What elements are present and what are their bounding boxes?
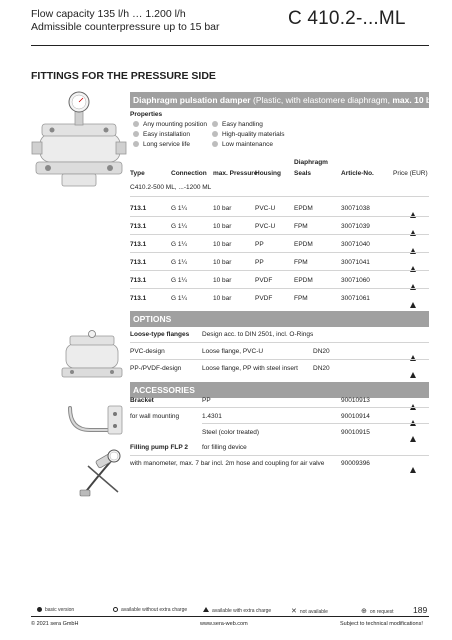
bracket-article: 90010914 (341, 413, 370, 420)
without-charge-icon (113, 607, 118, 612)
row-seals: FPM (294, 295, 308, 302)
row-type: 713.1 (130, 295, 147, 302)
header-line-2: Admissible counterpressure up to 15 bar (31, 21, 220, 33)
divider (130, 270, 429, 271)
row-housing: PVC-U (255, 223, 276, 230)
row-housing: PVDF (255, 277, 273, 284)
row-housing: PVDF (255, 295, 273, 302)
bracket-label: Bracket (130, 397, 154, 404)
with-charge-icon (410, 365, 416, 383)
options-header-bar (130, 311, 429, 327)
bullet-icon (212, 131, 218, 137)
divider (130, 234, 429, 235)
header-line-1: Flow capacity 135 l/h … 1.200 l/h (31, 8, 186, 20)
col-header-price: Price (EUR) (393, 170, 428, 177)
row-connection: G 1¼ (171, 295, 187, 302)
footer-website[interactable]: www.sera-web.com (200, 621, 248, 627)
on-request-icon: ⊕ (361, 608, 367, 615)
bracket-sub: for wall mounting (130, 413, 180, 420)
row-seals: EPDM (294, 205, 313, 212)
option-label: PVC-design (130, 348, 165, 355)
bracket-material: Steel (color treated) (202, 429, 260, 436)
pump-desc: for filling device (202, 444, 247, 451)
with-charge-icon (410, 277, 416, 295)
divider (130, 288, 429, 289)
col-header-article: Article-No. (341, 170, 374, 177)
col-header-seals-top: Diaphragm (294, 159, 328, 166)
row-type: 713.1 (130, 277, 147, 284)
pulsation-damper-image (32, 90, 126, 192)
pump-detail: with manometer, max. 7 bar incl. 2m hose and coupling for air valve (130, 460, 325, 467)
divider (130, 216, 429, 217)
row-article: 30071039 (341, 223, 370, 230)
with-charge-icon (410, 205, 416, 223)
with-charge-icon (410, 429, 416, 447)
row-article: 30071040 (341, 241, 370, 248)
option-din: DN20 (313, 365, 330, 372)
footer-subject: Subject to technical modifications! (340, 621, 423, 627)
row-type: 713.1 (130, 259, 147, 266)
legend-on-request: ⊕ on request (361, 608, 394, 615)
not-available-icon: ✕ (291, 608, 297, 615)
row-seals: EPDM (294, 277, 313, 284)
group-label: C410.2-500 ML, ...-1200 ML (130, 184, 212, 191)
with-charge-icon (410, 259, 416, 277)
row-housing: PP (255, 259, 264, 266)
row-seals: EPDM (294, 241, 313, 248)
options-title: OPTIONS (133, 314, 172, 324)
with-charge-icon (410, 348, 416, 366)
row-pressure: 10 bar (213, 259, 232, 266)
row-article: 30071061 (341, 295, 370, 302)
pump-article: 90009396 (341, 460, 370, 467)
with-charge-icon (410, 223, 416, 241)
loose-flanges-desc: Design acc. to DIN 2501, incl. O-Rings (202, 331, 314, 338)
damper-title: Diaphragm pulsation damper (133, 95, 251, 105)
bracket-article: 90010915 (341, 429, 370, 436)
basic-version-icon (37, 607, 42, 612)
divider (130, 252, 429, 253)
row-housing: PP (255, 241, 264, 248)
option-desc: Loose flange, PVC-U (202, 348, 264, 355)
header-rule (31, 45, 429, 46)
legend-with-charge: available with extra charge (203, 607, 271, 614)
col-header-pressure: max. Pressure (213, 170, 258, 177)
row-seals: FPM (294, 259, 308, 266)
filling-pump-image (78, 446, 126, 500)
property-item: Long service life (133, 141, 190, 148)
option-label: PP-/PVDF-design (130, 365, 182, 372)
row-pressure: 10 bar (213, 205, 232, 212)
damper-header-bar (130, 92, 442, 108)
bracket-material: 1.4301 (202, 413, 222, 420)
properties-label: Properties (130, 111, 163, 118)
row-pressure: 10 bar (213, 241, 232, 248)
property-item: Easy handling (212, 121, 263, 128)
bracket-article: 90010913 (341, 397, 370, 404)
accessories-header-bar (130, 382, 429, 398)
divider (202, 423, 429, 424)
bracket-material: PP (202, 397, 211, 404)
col-header-type: Type (130, 170, 145, 177)
damper-subtitle: (Plastic, with elastomere diaphragm, max. 10 bar) (252, 95, 442, 105)
col-header-connection: Connection (171, 170, 207, 177)
row-pressure: 10 bar (213, 223, 232, 230)
accessories-title: ACCESSORIES (133, 385, 195, 395)
row-connection: G 1¼ (171, 259, 187, 266)
property-item: Easy installation (133, 131, 190, 138)
footer-rule (31, 616, 429, 617)
bullet-icon (212, 121, 218, 127)
loose-flanges-label: Loose-type flanges (130, 331, 190, 338)
loose-flange-image (60, 330, 124, 382)
property-item: Low maintenance (212, 141, 273, 148)
option-desc: Loose flange, PP with steel insert (202, 365, 298, 372)
divider (130, 196, 429, 197)
product-code: C 410.2-...ML (288, 8, 406, 29)
bullet-icon (133, 131, 139, 137)
property-item: Any mounting position (133, 121, 207, 128)
row-connection: G 1¼ (171, 205, 187, 212)
bullet-icon (133, 141, 139, 147)
row-pressure: 10 bar (213, 295, 232, 302)
row-connection: G 1¼ (171, 241, 187, 248)
divider (130, 407, 429, 408)
option-din: DN20 (313, 348, 330, 355)
row-connection: G 1¼ (171, 223, 187, 230)
property-item: High-quality materials (212, 131, 285, 138)
with-charge-icon (203, 607, 209, 612)
legend-without-charge: available without extra charge (113, 607, 187, 613)
legend-basic: basic version (37, 607, 74, 613)
row-type: 713.1 (130, 223, 147, 230)
row-housing: PVC-U (255, 205, 276, 212)
bracket-image (64, 400, 126, 440)
divider (130, 455, 429, 456)
row-type: 713.1 (130, 205, 147, 212)
page-number: 189 (413, 605, 428, 615)
row-type: 713.1 (130, 241, 147, 248)
col-header-housing: Housing (255, 170, 281, 177)
col-header-seals: Seals (294, 170, 311, 177)
divider (130, 342, 429, 343)
section-title: FITTINGS FOR THE PRESSURE SIDE (31, 70, 216, 82)
row-article: 30071038 (341, 205, 370, 212)
with-charge-icon (410, 241, 416, 259)
row-article: 30071041 (341, 259, 370, 266)
footer-copyright: © 2021 sera GmbH (31, 621, 79, 627)
row-seals: FPM (294, 223, 308, 230)
divider (130, 359, 429, 360)
pump-label: Filling pump FLP 2 (130, 444, 189, 451)
row-article: 30071060 (341, 277, 370, 284)
legend-not-available: ✕ not available (291, 608, 328, 615)
bullet-icon (133, 121, 139, 127)
row-pressure: 10 bar (213, 277, 232, 284)
with-charge-icon (410, 460, 416, 478)
row-connection: G 1¼ (171, 277, 187, 284)
bullet-icon (212, 141, 218, 147)
